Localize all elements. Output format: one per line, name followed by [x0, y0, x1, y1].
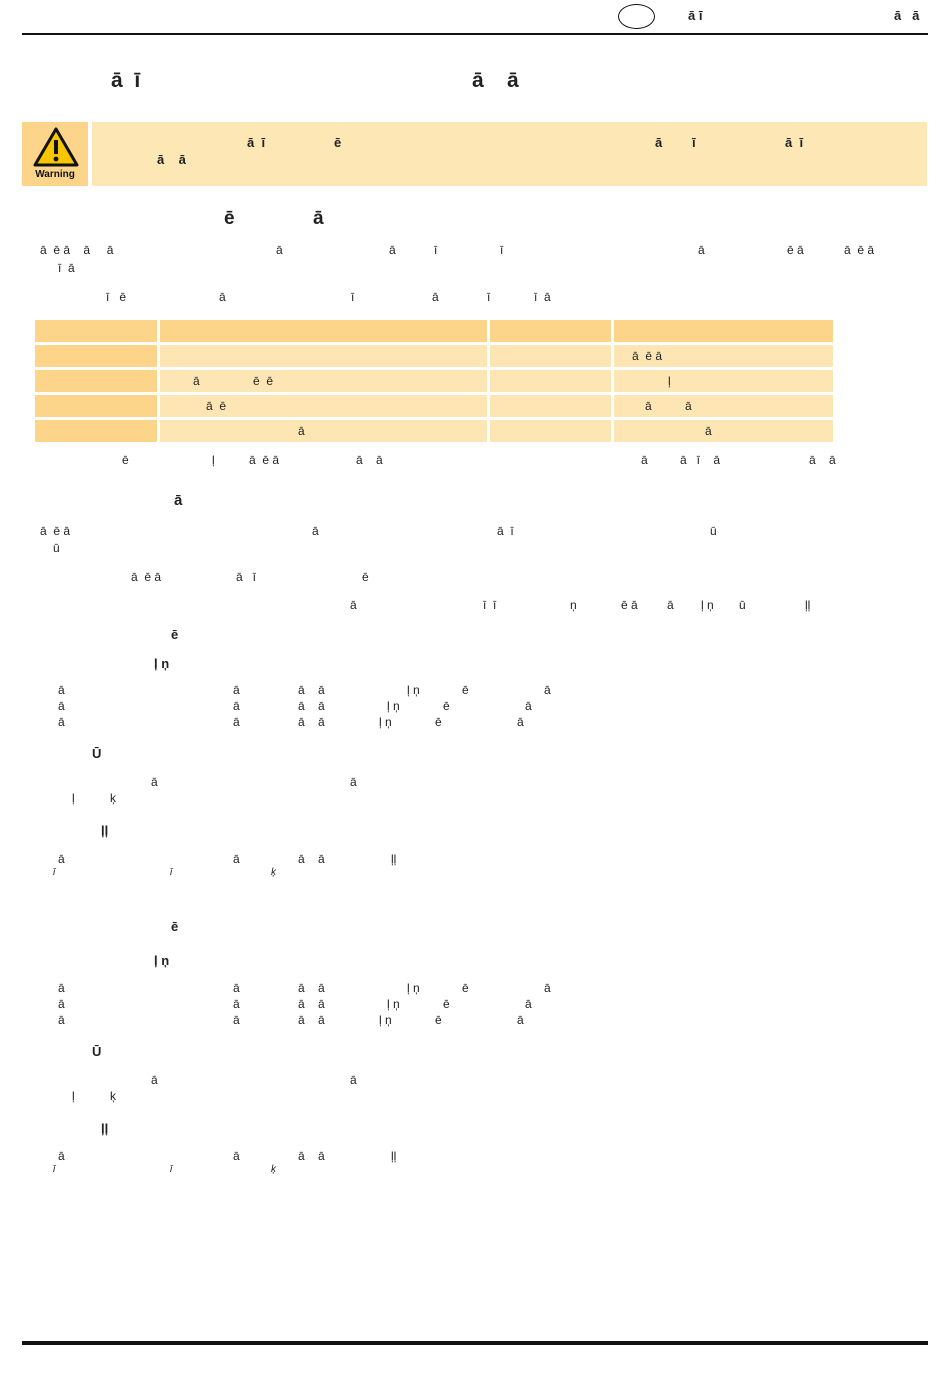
list-item: ē: [462, 683, 469, 697]
table-cell-text: ā: [298, 424, 305, 438]
list-item: ļ ņ: [407, 981, 420, 995]
table-cell: [160, 370, 487, 392]
list-item: ā: [517, 1013, 524, 1027]
table-cell: [35, 420, 157, 442]
list-item: ā: [58, 981, 65, 995]
table-cell: [490, 320, 611, 342]
body-text: ū: [739, 598, 746, 612]
footnote-text: ī: [53, 867, 56, 878]
list-item: ā: [233, 997, 240, 1011]
table-header-row: [35, 320, 833, 342]
body-text: ā: [219, 290, 226, 304]
list-item: ē: [443, 699, 450, 713]
section-heading: ā: [313, 208, 324, 229]
body-text: ā ā: [298, 852, 325, 866]
list-item: ā: [58, 715, 65, 729]
body-text: ļ: [72, 1089, 75, 1103]
body-text: ā: [350, 1073, 357, 1087]
list-item: ā: [544, 683, 551, 697]
table-cell: [490, 345, 611, 367]
table-row: [35, 395, 833, 417]
body-text: ķ: [110, 791, 116, 805]
table-cell: [490, 395, 611, 417]
block-subheading: ļ ņ: [154, 953, 170, 968]
list-item: ā: [233, 981, 240, 995]
body-text: ā ā: [809, 453, 836, 467]
block-heading: ē: [171, 627, 179, 642]
body-text: ā: [350, 598, 357, 612]
block-subheading: Ū: [92, 746, 102, 761]
body-text: ņ: [570, 598, 577, 612]
list-item: ā: [233, 715, 240, 729]
data-table: [32, 317, 836, 445]
body-text: ļ ņ: [701, 598, 714, 612]
body-text: ā: [667, 598, 674, 612]
header-emblem: [618, 4, 655, 29]
body-text: ļļ: [391, 852, 397, 866]
warning-icon-panel: [22, 122, 88, 186]
table-cell-text: ā ē: [206, 399, 227, 413]
list-item: ā: [233, 699, 240, 713]
body-text: ē ā: [787, 243, 804, 257]
section-heading: ā: [174, 492, 183, 509]
table-cell: [490, 370, 611, 392]
body-text: ā: [432, 290, 439, 304]
warning-text: ā ī: [785, 135, 804, 150]
body-text: ā: [233, 852, 240, 866]
warning-icon-label: Warning: [35, 169, 75, 180]
list-item: ē: [462, 981, 469, 995]
block-subheading: Ū: [92, 1044, 102, 1059]
body-text: ķ: [110, 1089, 116, 1103]
body-text: ā: [698, 243, 705, 257]
table-cell: [160, 345, 487, 367]
list-item: ā: [525, 997, 532, 1011]
table-cell: [614, 395, 833, 417]
body-text: ā: [151, 775, 158, 789]
table-row: [35, 420, 833, 442]
body-text: ū: [710, 524, 717, 538]
warning-separator: [88, 122, 92, 186]
body-text: ā ē ā: [844, 243, 875, 257]
footnote-text: ī: [170, 867, 173, 878]
table-cell-text: ā ē ē: [193, 374, 274, 388]
body-text: ī ī: [483, 598, 497, 612]
list-item: ā: [58, 683, 65, 697]
footnote-text: ī: [170, 1164, 173, 1175]
section-heading: ē: [224, 208, 235, 229]
table-cell: [35, 370, 157, 392]
list-item: ā ā: [298, 683, 325, 697]
body-text: ē ā: [621, 598, 638, 612]
body-text: ī ā: [58, 261, 75, 275]
warning-text: ā: [655, 135, 663, 150]
body-text: ļļ: [805, 598, 811, 612]
list-item: ā ā: [298, 715, 325, 729]
list-item: ē: [435, 715, 442, 729]
body-text: ē: [362, 570, 369, 584]
list-item: ļ ņ: [379, 715, 392, 729]
table-cell: [35, 320, 157, 342]
body-text: ā ī ā: [680, 453, 721, 467]
list-item: ē: [443, 997, 450, 1011]
body-text: ī ē: [106, 290, 127, 304]
body-text: ī ā: [534, 290, 551, 304]
table-cell-text: ā: [705, 424, 712, 438]
warning-text: ā ī: [247, 135, 266, 150]
table-cell: [614, 370, 833, 392]
body-text: ā: [151, 1073, 158, 1087]
warning-box: [22, 122, 927, 186]
table-cell: [35, 395, 157, 417]
table-cell: [614, 420, 833, 442]
body-text: ā ā: [356, 453, 383, 467]
warning-text: ē: [334, 135, 342, 150]
list-item: ā: [517, 715, 524, 729]
body-text: ā ē ā: [249, 453, 280, 467]
table-cell: [160, 395, 487, 417]
body-text: ā: [276, 243, 283, 257]
header-right-text: ā ā: [894, 8, 920, 23]
list-item: ā: [58, 997, 65, 1011]
list-item: ā ā: [298, 997, 325, 1011]
body-text: ē: [122, 453, 129, 467]
table-cell: [35, 345, 157, 367]
body-text: ī: [434, 243, 438, 257]
list-item: ā ā: [298, 981, 325, 995]
list-item: ļ ņ: [387, 699, 400, 713]
list-item: ā: [58, 1013, 65, 1027]
page-title-left: ā ī: [111, 69, 141, 92]
footnote-text: ķ: [271, 1164, 276, 1175]
header-rule: [22, 33, 928, 35]
block-subheading: ļ ņ: [154, 656, 170, 671]
body-text: ļļ: [391, 1149, 397, 1163]
table-cell: [614, 345, 833, 367]
body-text: ā ā: [298, 1149, 325, 1163]
table-cell-text: ļ: [668, 374, 671, 388]
body-text: ā ī: [236, 570, 257, 584]
body-text: ī: [500, 243, 504, 257]
body-text: ā: [58, 852, 65, 866]
table-row: [35, 345, 833, 367]
body-text: ū: [53, 541, 60, 555]
list-item: ā: [233, 1013, 240, 1027]
table-cell: [614, 320, 833, 342]
body-text: ā: [389, 243, 396, 257]
footnote-text: ī: [53, 1164, 56, 1175]
table-cell-text: ā ē ā: [632, 349, 663, 363]
table-cell: [160, 320, 487, 342]
body-text: ā: [233, 1149, 240, 1163]
header-code: ā ī: [688, 8, 703, 23]
body-text: ī: [487, 290, 491, 304]
table-row: [35, 370, 833, 392]
body-text: ā: [312, 524, 319, 538]
table-cell: [490, 420, 611, 442]
block-subheading: ļļ: [101, 1121, 109, 1136]
list-item: ā: [233, 683, 240, 697]
body-text: ā: [641, 453, 648, 467]
body-text: ā ē ā: [40, 524, 71, 538]
block-subheading: ļļ: [101, 823, 109, 838]
footnote-text: ķ: [271, 867, 276, 878]
list-item: ā ā: [298, 699, 325, 713]
body-text: ā: [350, 775, 357, 789]
body-text: ā ē ā: [131, 570, 162, 584]
warning-text: ī: [692, 135, 696, 150]
body-text: ā: [58, 1149, 65, 1163]
list-item: ļ ņ: [387, 997, 400, 1011]
table-cell: [160, 420, 487, 442]
footer-rule: [22, 1341, 928, 1345]
body-text: ļ: [72, 791, 75, 805]
page-title-right: ā ā: [472, 69, 519, 92]
body-text: ī: [351, 290, 355, 304]
list-item: ē: [435, 1013, 442, 1027]
block-heading: ē: [171, 919, 179, 934]
list-item: ā: [525, 699, 532, 713]
list-item: ļ ņ: [379, 1013, 392, 1027]
body-text: ā ē ā ā ā: [40, 243, 114, 257]
list-item: ā: [58, 699, 65, 713]
list-item: ā: [544, 981, 551, 995]
warning-triangle-icon: [33, 126, 79, 168]
list-item: ļ ņ: [407, 683, 420, 697]
list-item: ā ā: [298, 1013, 325, 1027]
table-cell-text: ā ā: [645, 399, 692, 413]
warning-text: ā ā: [157, 152, 186, 167]
body-text: ļ: [212, 453, 215, 467]
body-text: ā ī: [497, 524, 514, 538]
